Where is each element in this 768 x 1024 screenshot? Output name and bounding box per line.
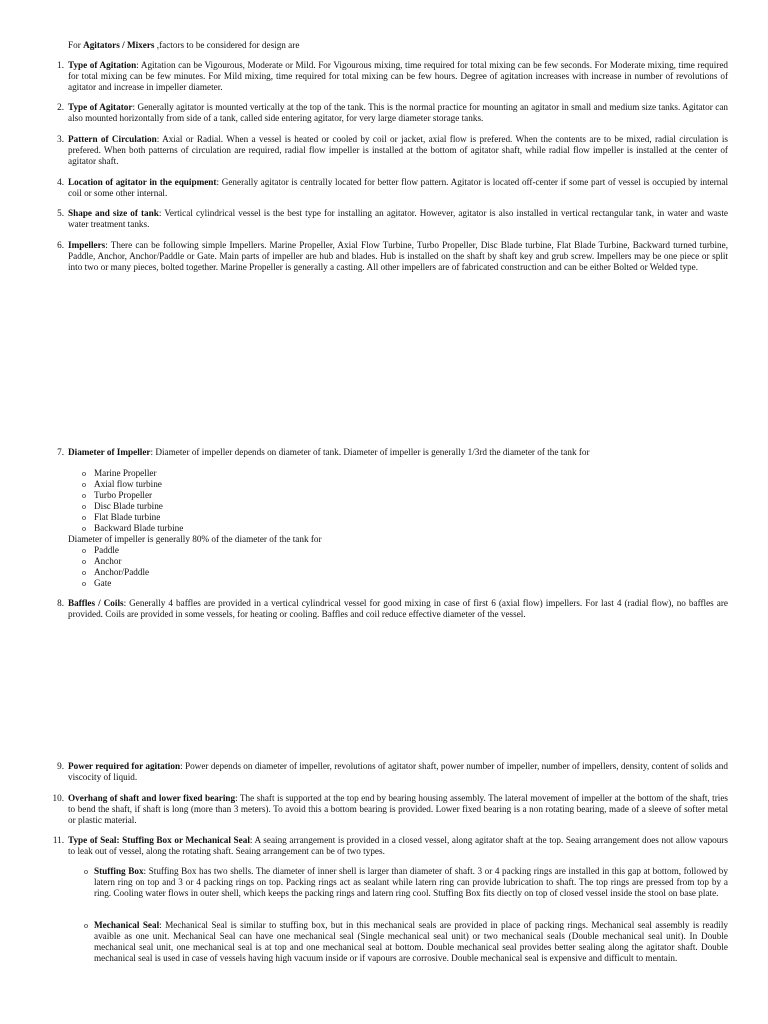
item-number: 5. [57,208,64,218]
list-item [44,835,728,857]
item-title: Type of Seal: Stuffing Box or Mechanical Seal [68,835,250,845]
item-title: Diameter of Impeller [68,447,151,457]
item-number: 6. [57,240,64,250]
sub-list-label: Gate [94,578,112,588]
list-item [44,208,728,230]
sub-list-item [82,523,183,534]
bullet-icon: o [82,502,86,511]
item-body: : Vertical cylindrical vessel is the best type for installing an agitator. However, agitator is also installed in vertical rectangular tank, in water and waste water treatment tanks. [68,208,728,230]
list-item [44,447,728,458]
list-item [44,177,728,199]
bullet-icon: o [82,568,86,577]
seal-body: : Mechanical Seal is similar to stuffing box, but in this mechanical seals are provided in place of packing rings. Mechanical seal assembly is readily avaible as one unit. Mechanical Seal can have one mechanical seal (Single mechanical seal unit) or two mechanical seals (Double mechanical seal unit). In Double mechanical seal unit, one mechanical seal is at top and one mechanical seal at bottom. Double mechanical seal provides better sealing along the agitator shaft. Double mechanical seal is used in case of vessels having high vacuum inside or if vapours are corrosive. Double mechanical seal is expensive and difficult to mentain. [94,920,728,964]
item-title: Baffles / Coils [68,598,124,608]
sub-list-label: Anchor [94,556,122,566]
bullet-icon: o [84,867,88,876]
item-body: : Generally 4 baffles are provided in a vertical cylindrical vessel for good mixing in case of first 6 (axial flow) impellers. For last 4 (radial flow), no baffles are provided. Coils are provided in some vessels, for heating or cooling. Baffles and coil reduce effective diameter of the vessel. [68,598,728,620]
list-item [44,240,728,273]
intro-bold: Agitators / Mixers [83,40,155,50]
sub-list-label: Anchor/Paddle [94,567,150,577]
item-body: : Generally agitator is centrally located for better flow pattern. Agitator is located off-center if some part of vessel is occupied by internal coil or some other internal. [68,177,729,199]
list-item [44,102,728,124]
item-body: : Agitation can be Vigourous, Moderate or Mild. For Vigourous mixing, time required for total mixing can be few seconds. For Moderate mixing, time required for total mixing can be few minutes. For Mild mixing, time required for total mixing can be few hours. Degree of agitation increases with increase in number of revolutions of agitator and increase in impeller diameter. [68,60,728,93]
item-body: : Axial or Radial. When a vessel is heated or cooled by coil or jacket, axial flow is prefered. When the contents are to be mixed, radial circulation is prefered. When both patterns of circulation are required, radial flow impeller is installed at the bottom of agitator shaft, while radial flow impeller is installed at the center of agitator shaft. [68,134,728,167]
bullet-icon: o [82,579,86,588]
item-title: Location of agitator in the equipment [68,177,217,187]
item-body: : A seaing arrangement is provided in a closed vessel, along agitator shaft at the top. Seaing arrangement does not allow vapours to leak out of vessel, along the rotating shaft. Seaing arrangement can be of two types. [68,835,728,857]
intro-rest: ,factors to be considered for design are [154,40,300,50]
list-item [44,60,728,93]
intro-line [68,40,728,51]
sub-list-item [82,545,119,556]
sub-list-label: Flat Blade turbine [94,512,161,522]
item-title: Impellers [68,240,106,250]
sub-list-item [82,556,122,567]
sub-list-item [82,567,149,578]
list-item [44,793,728,826]
item-number: 11. [52,835,64,845]
item-title: Type of Agitation [68,60,137,70]
item-body: : There can be following simple Impellers. Marine Propeller, Axial Flow Turbine, Turbo Propeller, Disc Blade turbine, Flat Blade Turbine, Backward turned turbine, Paddle, Anchor, Anchor/Paddle or Gate. Main parts of impeller are hub and blades. Hub is installed on the shaft by shaft key and grub screw. Impellers may be one piece or split into two or many pieces, bolted together. Marine Propeller is generally a casting. All other impellers are of fabricated construction and can be either Bolted or Welded type. [68,240,728,273]
list-item [44,134,728,167]
item-number: 2. [57,102,64,112]
sub-list-item [82,578,111,589]
sub-list-label: Marine Propeller [94,468,157,478]
bullet-icon: o [84,921,88,930]
item-title: Power required for agitation [68,761,181,771]
item-number: 3. [57,134,64,144]
sub-list-label: Backward Blade turbine [94,523,184,533]
seal-title: Stuffing Box [94,866,144,876]
item-body: : The shaft is supported at the top end by bearing housing assembly. The lateral movement of impeller at the bottom of the shaft, tries to bend the shaft, if shaft is long (more than 3 meters). To avoid this a bottom bearing is provided. Lower fixed bearing is a non rotating bearing, made of a sleeve of softer metal or plastic material. [68,793,728,826]
item-body: : Diameter of impeller depends on diameter of tank. Diameter of impeller is generally 1/3rd the diameter of the tank for [150,447,590,457]
item-title: Pattern of Circulation [68,134,157,144]
item-title: Type of Agitator [68,102,133,112]
sub-list-label: Disc Blade turbine [94,501,163,511]
item-number: 1. [57,60,64,70]
bullet-icon: o [82,513,86,522]
bullet-icon: o [82,491,86,500]
sub-list-item [82,490,152,501]
item-title: Overhang of shaft and lower fixed bearing [68,793,236,803]
sub-list-item [82,468,157,479]
seal-title: Mechanical Seal [94,920,160,930]
list-item [44,761,728,783]
item-number: 10. [52,793,64,803]
item-number: 8. [57,598,64,608]
item-number: 4. [57,177,64,187]
seal-item [84,866,728,899]
sub-list-item [82,512,160,523]
intro-prefix: For [68,40,84,50]
list-item [44,598,728,620]
sub-list-item [82,501,163,512]
diameter-note: Diameter of impeller is generally 80% of the diameter of the tank for [68,534,322,544]
seal-body: : Stuffing Box has two shells. The diameter of inner shell is larger than diameter of shaft. 3 or 4 packing rings are installed in this gap at bottom, followed by latern ring on top and 3 or 4 packing rings on top. Packing rings act as sealant while latern ring can provide lubrication to shaft. The top rings are pressed from top by a ring. Cooling water flows in outer shell, which keeps the packing rings and latern ring cool. Stuffing Box fits diectly on top of closed vessel inside the stool on base plate. [94,866,728,899]
seal-item [84,920,728,964]
item-body: : Generally agitator is mounted vertically at the top of the tank. This is the normal practice for mounting an agitator in small and medium size tanks. Agitator can also mounted horizontally from side of a tank, called side entering agitator, for very large diameter storage tanks. [68,102,728,124]
sub-list-item [82,479,162,490]
sub-list-label: Axial flow turbine [94,479,162,489]
item-number: 7. [57,447,64,457]
sub-list-label: Paddle [94,545,120,555]
bullet-icon: o [82,469,86,478]
bullet-icon: o [82,557,86,566]
bullet-icon: o [82,546,86,555]
bullet-icon: o [82,480,86,489]
bullet-icon: o [82,524,86,533]
item-title: Shape and size of tank [68,208,159,218]
item-body: : Power depends on diameter of impeller, revolutions of agitator shaft, power number of impeller, number of impellers, density, content of solids and viscocity of liquid. [68,761,728,783]
item-number: 9. [57,761,64,771]
sub-list-label: Turbo Propeller [94,490,153,500]
